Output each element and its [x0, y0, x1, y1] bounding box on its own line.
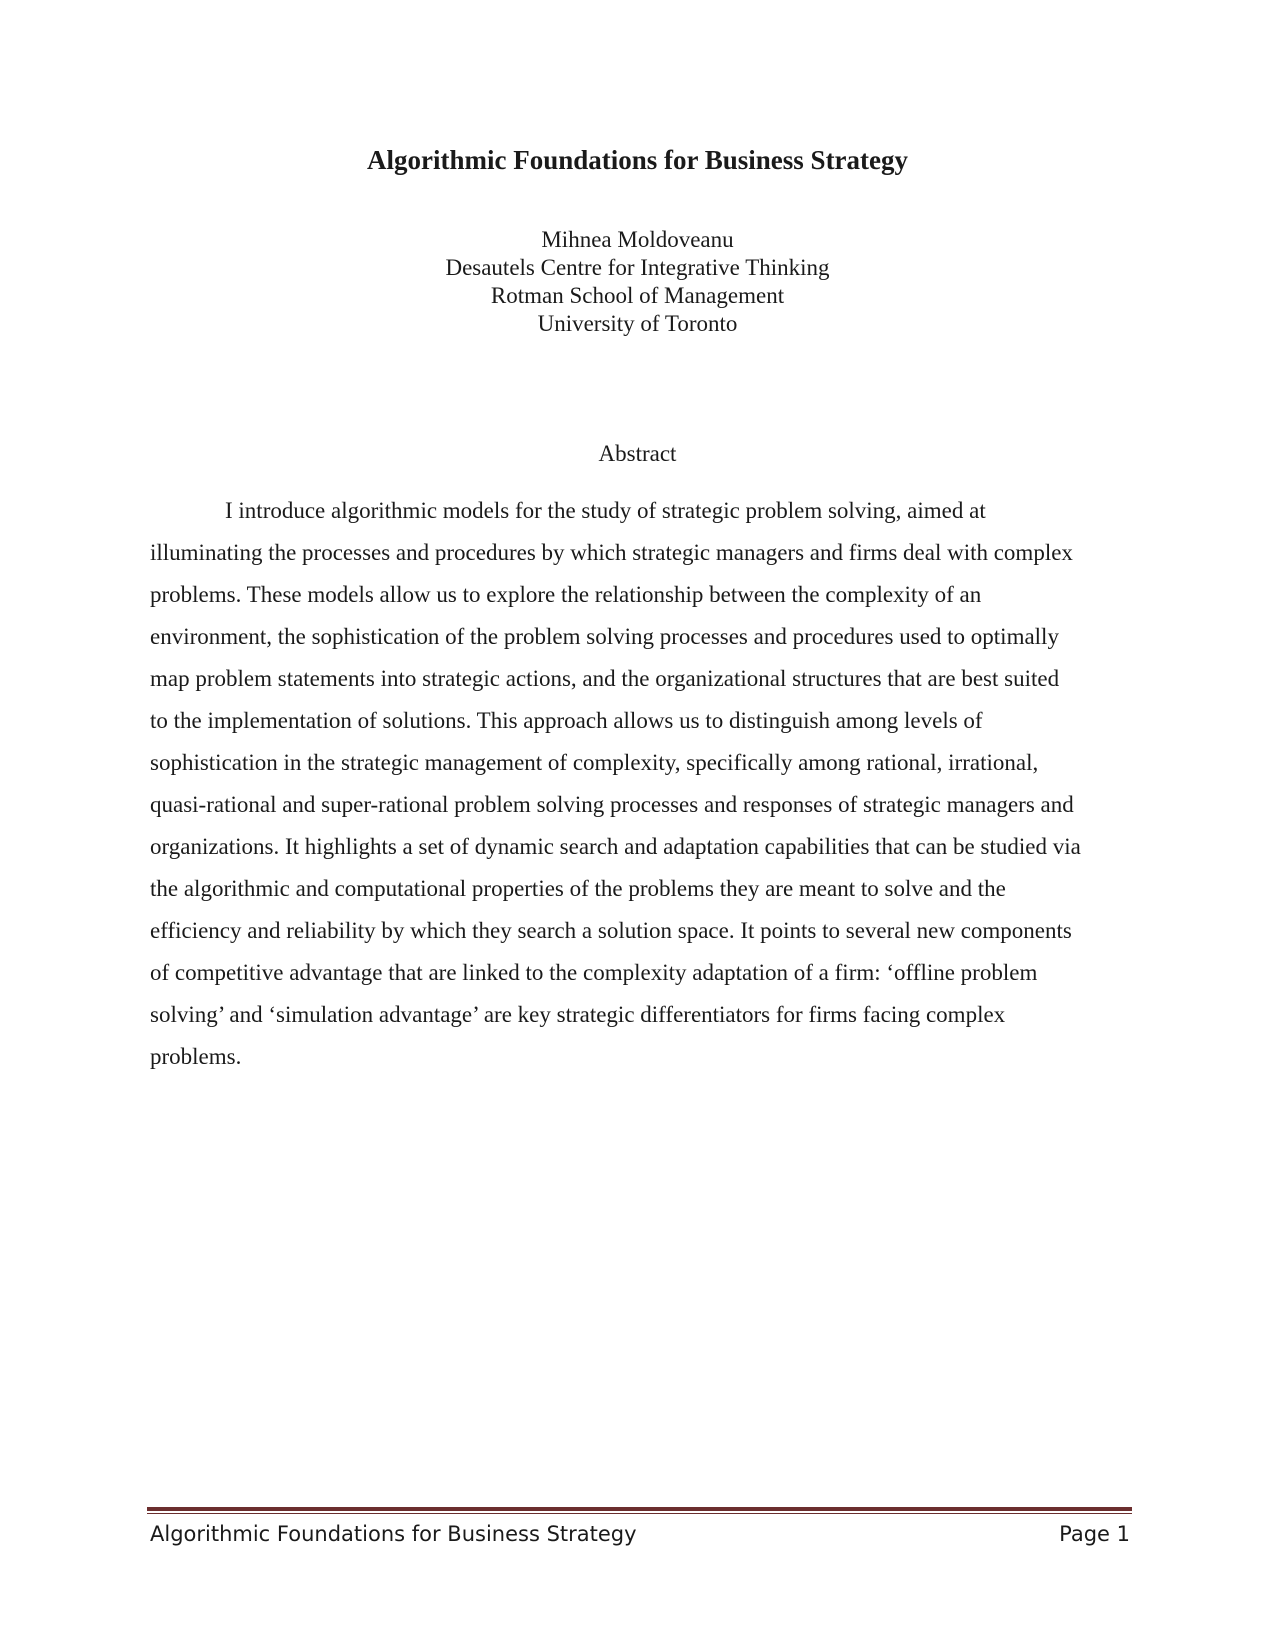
footer-page-number: Page 1	[1059, 1522, 1130, 1546]
abstract-line: problems. These models allow us to explore the relationship between the complexity of an	[150, 582, 982, 607]
abstract-heading: Abstract	[598, 441, 677, 466]
abstract-line: solving’ and ‘simulation advantage’ are key strategic differentiators for firms facing complex	[150, 1002, 1006, 1027]
abstract-line: sophistication in the strategic management of complexity, specifically among rational, irrational,	[150, 750, 1039, 775]
author-block	[0, 226, 1275, 338]
abstract-line: map problem statements into strategic actions, and the organizational structures that are best suited	[150, 666, 1060, 691]
abstract-line: environment, the sophistication of the problem solving processes and procedures used to optimally	[150, 624, 1059, 649]
abstract-line: the algorithmic and computational properties of the problems they are meant to solve and the	[150, 876, 1006, 901]
abstract-line: organizations. It highlights a set of dynamic search and adaptation capabilities that can be studied via	[150, 834, 1081, 859]
footer-divider	[147, 1507, 1132, 1511]
abstract-line: quasi-rational and super-rational problem solving processes and responses of strategic managers and	[150, 792, 1074, 817]
paper-title: Algorithmic Foundations for Business Strategy	[366, 145, 909, 175]
author-name: Mihnea Moldoveanu	[541, 227, 734, 252]
abstract-line: to the implementation of solutions. This approach allows us to distinguish among levels of	[150, 708, 983, 733]
abstract-line: problems.	[150, 1044, 242, 1069]
footer-running-title: Algorithmic Foundations for Business Strategy	[150, 1522, 637, 1546]
affiliation-line: University of Toronto	[537, 311, 738, 336]
affiliation-line: Rotman School of Management	[490, 283, 785, 308]
abstract-line: efficiency and reliability by which they search a solution space. It points to several new components	[150, 918, 1072, 943]
abstract-line: I introduce algorithmic models for the study of strategic problem solving, aimed at	[225, 498, 986, 523]
abstract-line: illuminating the processes and procedures by which strategic managers and firms deal with complex	[150, 540, 1073, 565]
footer-divider-thin	[147, 1513, 1132, 1514]
abstract-line: of competitive advantage that are linked to the complexity adaptation of a firm: ‘offline problem	[150, 960, 1038, 985]
affiliation-line: Desautels Centre for Integrative Thinking	[445, 255, 830, 280]
page-footer	[150, 1520, 1130, 1548]
abstract-body	[150, 490, 1130, 1078]
